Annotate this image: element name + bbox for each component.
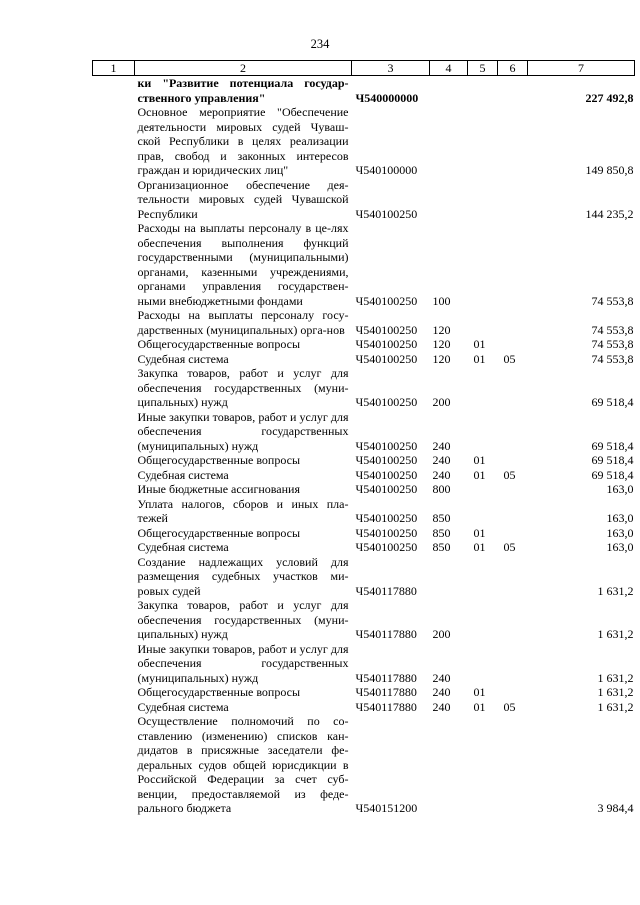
row-section [468,482,498,497]
row-expense-type [430,555,468,599]
row-subsection [498,526,528,541]
row-name: Закупка товаров, работ и услуг для обеспечения государственных (муни-ципальных) нужд [137,598,349,641]
table-row [93,497,635,526]
row-section [468,178,498,222]
row-expense-type: 850 [432,525,451,540]
row-amount: 163,0 [606,540,634,554]
table-row [93,700,635,715]
row-subsection: 05 [503,699,516,714]
table-row [93,221,635,308]
row-code: Ч540100250 [355,540,418,554]
row-expense-type: 200 [432,627,451,641]
row-spacer [93,714,135,816]
row-spacer [93,468,135,483]
row-subsection: 05 [503,467,516,482]
row-expense-type: 850 [432,540,451,554]
table-row [93,105,635,178]
row-amount: 163,0 [606,511,634,525]
row-expense-type: 120 [432,351,451,366]
row-spacer [93,540,135,555]
header-col-2: 2 [135,61,352,76]
header-col-3: 3 [352,61,430,76]
row-section [468,497,498,526]
row-spacer [93,410,135,454]
row-code: Ч540100250 [355,453,418,467]
row-code: Ч540100250 [355,482,418,496]
row-section: 01 [473,685,486,699]
header-col-1: 1 [93,61,135,76]
row-code: Ч540100000 [355,163,418,177]
table-header [93,61,635,76]
row-name: Расходы на выплаты персоналу госу-дарственных (муниципальных) орга-нов [137,308,349,337]
row-section [468,555,498,599]
row-code: Ч540100250 [355,511,418,525]
row-code: Ч540100250 [355,322,418,337]
row-section [468,366,498,410]
table-row [93,642,635,686]
row-spacer [93,685,135,700]
row-code: Ч540100250 [355,438,418,453]
row-spacer [93,598,135,642]
table-body [93,76,635,816]
row-subsection [498,366,528,410]
row-amount: 144 235,2 [585,206,634,221]
row-name: Общегосударственные вопросы [137,685,301,699]
row-amount: 227 492,8 [585,90,634,105]
row-spacer [93,700,135,715]
table-row [93,410,635,454]
row-spacer [93,221,135,308]
row-expense-type [430,714,468,816]
row-subsection [498,178,528,222]
row-spacer [93,642,135,686]
table-row [93,352,635,367]
row-expense-type: 800 [432,482,451,496]
row-code: Ч540100250 [355,395,418,409]
row-name: Организационное обеспечение дея-тельности мировых судей Чувашской Республики [137,177,349,221]
row-subsection [498,337,528,352]
row-subsection [498,221,528,308]
row-code: Ч540151200 [355,801,418,815]
row-section [468,642,498,686]
row-spacer [93,352,135,367]
table-row [93,598,635,642]
table-row [93,526,635,541]
row-name: Общегосударственные вопросы [137,525,301,540]
row-code: Ч540100250 [355,206,418,221]
row-expense-type: 240 [432,453,451,467]
table-row [93,714,635,816]
header-col-5: 5 [468,61,498,76]
header-col-6: 6 [498,61,528,76]
row-expense-type: 100 [432,293,451,308]
row-subsection [498,105,528,178]
table-row [93,76,635,106]
row-amount: 69 518,4 [591,453,634,467]
table-row [93,453,635,468]
row-spacer [93,482,135,497]
row-name: Иные закупки товаров, работ и услуг для обеспечения государственных (муниципальных) нужд [137,641,349,685]
row-section: 01 [473,525,486,540]
row-amount: 74 553,8 [591,322,634,337]
row-name: Основное мероприятие "Обеспечение деятельности мировых судей Чуваш-ской Республики в целях реализации прав, свобод и законных интересов граждан и юридических лиц" [137,105,349,177]
row-section: 01 [473,351,486,366]
row-code: Ч540100250 [355,293,418,308]
row-code: Ч540117880 [355,670,417,685]
row-section [468,308,498,337]
row-expense-type: 240 [432,670,451,685]
row-code: Ч540117880 [355,699,417,714]
row-section [468,714,498,816]
row-name: Судебная система [137,351,229,366]
row-subsection [498,555,528,599]
row-spacer [93,178,135,222]
row-spacer [93,366,135,410]
row-amount: 69 518,4 [591,438,634,453]
row-expense-type: 240 [432,438,451,453]
row-section [468,105,498,178]
row-section [468,76,498,106]
row-amount: 1 631,2 [597,583,634,598]
row-spacer [93,337,135,352]
row-subsection [498,308,528,337]
budget-table [92,60,635,816]
row-amount: 1 631,2 [597,699,634,714]
table-row [93,685,635,700]
table-row [93,555,635,599]
row-amount: 149 850,8 [585,163,634,177]
row-amount: 69 518,4 [591,467,634,482]
row-subsection [498,714,528,816]
row-name: Закупка товаров, работ и услуг для обеспечения государственных (муни-ципальных) нужд [137,366,349,409]
row-code: Ч540117880 [355,627,417,641]
row-amount: 1 631,2 [597,685,634,699]
row-code: Ч540000000 [355,90,419,105]
row-name: Общегосударственные вопросы [137,453,301,467]
row-code: Ч540100250 [355,525,418,540]
row-amount: 69 518,4 [591,395,634,409]
row-section [468,410,498,454]
row-name: Общегосударственные вопросы [137,337,301,351]
row-section: 01 [473,699,486,714]
table-row [93,337,635,352]
row-amount: 3 984,4 [597,801,634,815]
row-code: Ч540117880 [355,583,417,598]
row-name: Судебная система [137,540,229,554]
row-expense-type: 240 [432,467,451,482]
row-spacer [93,453,135,468]
row-spacer [93,555,135,599]
row-spacer [93,526,135,541]
table-row [93,468,635,483]
row-spacer [93,105,135,178]
row-section [468,221,498,308]
row-amount: 74 553,8 [591,337,634,351]
row-section: 01 [473,467,486,482]
row-subsection [498,453,528,468]
row-name: Иные бюджетные ассигнования [137,482,300,496]
row-expense-type [430,178,468,222]
table-row [93,308,635,337]
row-subsection [498,642,528,686]
row-subsection: 05 [503,351,516,366]
row-spacer [93,497,135,526]
row-name: Судебная система [137,699,229,714]
table-row [93,366,635,410]
row-section [468,598,498,642]
page-number: 234 [310,37,330,51]
row-name: Осуществление полномочий по со-ставлению (изменению) списков кан-дидатов в присяжные заседатели фе-деральных судов общей юрисдикции в Российской Федерации за счет суб-венции, предоставляемой из феде-рального бюджета [137,714,349,815]
row-name: Уплата налогов, сборов и иных пла-тежей [137,496,349,525]
row-code: Ч540100250 [355,467,418,482]
row-code: Ч540100250 [355,337,418,351]
row-amount: 74 553,8 [591,293,634,308]
row-amount: 1 631,2 [597,670,634,685]
row-amount: 74 553,8 [591,351,634,366]
row-section: 01 [473,337,486,351]
row-spacer [93,76,135,106]
row-section: 01 [473,540,486,554]
row-expense-type: 200 [432,395,451,409]
row-name: Создание надлежащих условий для размещения судебных участков ми-ровых судей [137,554,349,598]
row-code: Ч540100250 [355,351,418,366]
row-amount: 163,0 [606,482,634,496]
row-amount: 1 631,2 [597,627,634,641]
row-spacer [93,308,135,337]
row-expense-type: 850 [432,511,451,525]
table-row [93,178,635,222]
table-row [93,482,635,497]
row-subsection [498,482,528,497]
row-code: Ч540117880 [355,685,417,699]
row-section: 01 [473,453,486,467]
row-subsection [498,76,528,106]
row-subsection [498,410,528,454]
row-name: Иные закупки товаров, работ и услуг для обеспечения государственных (муниципальных) нужд [137,409,349,453]
header-col-7: 7 [528,61,635,76]
row-subsection [498,497,528,526]
row-expense-type [430,76,468,106]
row-expense-type: 120 [432,337,451,351]
row-subsection: 05 [503,540,516,554]
row-expense-type [430,105,468,178]
row-name: Судебная система [137,467,229,482]
row-name: Расходы на выплаты персоналу в це-лях обеспечения выполнения функций государственными (муниципальными) органами, казенными учреждениями, органами управления государствен-ными внебюджетными фондами [137,221,349,308]
row-expense-type: 240 [432,685,451,699]
row-amount: 163,0 [606,525,634,540]
header-col-4: 4 [430,61,468,76]
row-expense-type: 240 [432,699,451,714]
row-subsection [498,685,528,700]
table-row [93,540,635,555]
row-subsection [498,598,528,642]
row-expense-type: 120 [432,322,451,337]
row-name: ки "Развитие потенциала государ-ственного управления" [137,76,349,105]
